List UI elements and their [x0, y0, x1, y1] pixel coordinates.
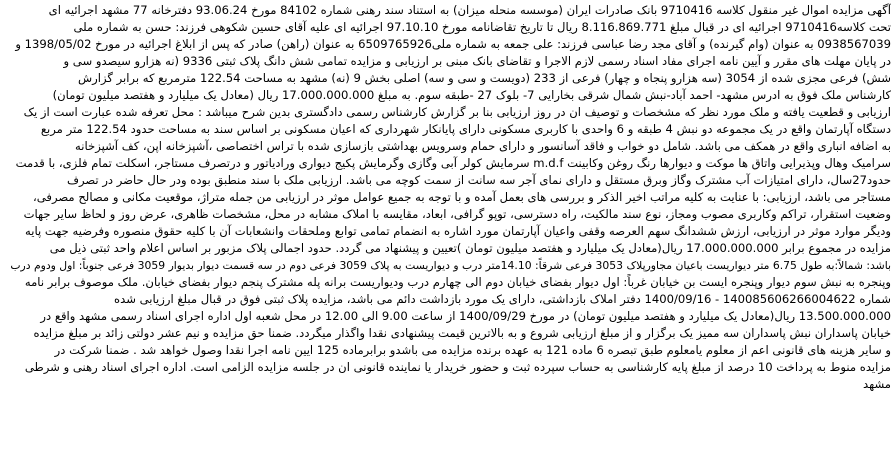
notice-line-1: آگهی مزایده اموال غیر منقول کلاسه 9710416 بانک صادرات ایران (موسسه منحله میزان) به استناد سند رهنی شماره 84102 مورخ 93.06.24 دفترخانه 77 مشهد اجرائیه ای: [48, 3, 891, 17]
auction-notice-body: [4, 2, 891, 469]
notice-line-23: مشهد: [863, 377, 891, 391]
notice-line-5: شش) فرعی مجزی شده از 3054 (سه هزارو پنجاه و چهار) فرعی از 233 (دویست و سی و سه) اصلی بخش 9 (نه) مشهد به مساحت 122.54 مترمربع که برابر گزارش: [78, 71, 891, 85]
notice-line-4: در پایان مهلت های مقرر و آیین نامه اجرای مفاد اسناد رسمی لازم الاجرا و تقاضای بانک مبنی بر ارزیابی و مزایده تمامی شش دانگ پلاک ثبتی 9336 (نه هزارو سیصدو سی و: [63, 54, 891, 68]
notice-line-20: خیابان پاسداران نبش پاسداران سه ممیز یک برگزار و از مبلغ ارزیابی شروع و به بالاترین قیمت پیشنهادی نقدا واگذار میگردد. ضمنا حق مزایده و نیم عشر دولتی زائد بر مبلغ مزایده: [33, 326, 891, 340]
notice-line-6: کارشناس ملک فوق به ادرس مشهد- احمد آباد-نبش شمال شرقی بخارایی 7- بلوک 27 -طبقه سوم. به مبلغ 17.000.000.000 ریال (معادل یک میلیارد و هفتصد میلیون تومان): [52, 88, 891, 102]
notice-line-9: به اضافه انباری واقع در همکف می باشد. شامل دو خواب و فاقد آسانسور و دارای حمام وسرویس بهداشتی بازسازی شده با تراس اختصاصی ،آشپزخانه اپن، کف آشپزخانه: [75, 139, 891, 153]
notice-line-15: مزایده در مجموع برابر 17.000.000.000 ریال(معادل یک میلیارد و هفتصد میلیون تومان )تعیین و پیشنهاد می گردد. حدود اجمالی پلاک مزبور بر اساس اعلام واحد ثبتی ذیل می: [49, 241, 891, 255]
notice-line-2: تحت کلاسه9710416 اجرائیه ای در قبال مبلغ 8.116.869.771 ریال تا تاریخ تقاضانامه مورخ 97.10.10 اجرائیه ای علیه آقای حسین شکوهی فرزند: حسن به شماره ملی: [73, 20, 891, 34]
notice-line-8: دستگاه آپارتمان واقع در یک مجموعه دو نبش 4 طبقه و 6 واحدی با کاربری مسکونی دارای پایانکار شهرداری که اعیان مسکونی بر اساس سند به مساحت حدود 122.54 متر مربع: [40, 122, 891, 136]
notice-line-14: ودیگر موارد موثر در ارزیابی، ارزش ششدانگ سهم العرصه وقفی واعیان آپارتمان مورد اشاره به انضمام تمامی توابع وملحقات وانشعابات آن با کلیه حقوق منصوره وفرضیه جهت پایه: [25, 224, 891, 238]
notice-line-18: شماره 140085606266004622 - 1400/09/16 دفتر املاک بازداشتی، دارای یک مورد بازداشت دائم می باشد، مزایده پلاک ثبتی فوق در قبال مبلغ ارزیابی شده: [114, 292, 891, 306]
notice-line-13: وضعیت استقرار، تراکم وکاربری مصوب ومجاز، نوع سند مالکیت، راه دسترسی، توپو گرافی، ابعاد، مقایسه با املاک مشابه در محل، مشخصات ظاهری، عرض روز و لحاظ سایر جهات: [23, 207, 891, 221]
notice-line-21: و سایر هزینه های قانونی اعم از معلوم یامعلوم طبق تبصره 6 ماده 121 به عهده برنده مزایده می باشدو برابرماده 125 ایین نامه اجرا نقدا وصول خواهد شد . ضمنا شرکت در: [54, 343, 891, 357]
notice-line-3: 0938567039 به عنوان (وام گیرنده) و آقای مجد رضا عباسی فرزند: علی جمعه به شماره ملی6509765926 به عنوان (راهن) صادر که پس از ابلاغ اجرائیه در مورخ 1398/05/02 و: [15, 37, 891, 51]
notice-line-19: 13.500.000.000 ریال(معادل یک میلیارد و هفتصد میلیون تومان) در مورخ 1400/09/29 از ساعت 9.00 الی 12.00 در محل شعبه اول اداره اجرای اسناد رسمی مشهد واقع در: [40, 309, 891, 323]
notice-line-22: مزایده منوط به پرداخت 10 درصد از مبلغ پایه کارشناسی به حساب سپرده ثبت و حضور خریدار یا نماینده قانونی ان در جلسه مزایده الزامی است. اداره اجرای اسناد رهنی و شرطی: [24, 360, 891, 374]
notice-line-16: باشد: شمالاً:به طول 6.75 متر دیواریست باعیان مجاورپلاک 3053 فرعی شرقاً: 14.10متر درب و دیواریست به پلاک 3059 فرعی دوم در سه قسمت دیوار بدیوار 3059 فرعی جنوباً: اول ودوم درب: [10, 259, 891, 272]
notice-line-7: ارزیابی و قطعیت یافته و ملک مورد نظر که مشخصات و توصیف ان در روز ارزیابی بنا بر گزارش کارشناس رسمی دادگستری بدین شرح میباشد : محل تعرفه شده عبارت است از یک: [23, 105, 891, 119]
notice-line-17: وپنجره به نبش سوم دیوار وپنجره ایست بن خیابان غرباً: اول دیوار بفضای خیابان دوم الی چهارم درب ودیواریست برانه پله مشترک پنجم دیوار بفضای خیابان. ملک موصوف برابر نامه: [24, 275, 891, 289]
notice-line-10: سرامیک وهال وپذیرایی واتاق ها موکت و دیوارها رنگ روغن وکابینت m.d.f سرمایش کولر آبی وگازی وگرمایش پکیج دیواری ورادیاتور و درتصرف مستاجر، اسکلت تمام فلزی، با قدمت: [15, 156, 891, 170]
notice-line-12: مستاجر می باشد، ارزیابی: با عنایت به کلیه مراتب اخیر الذکر و بررسی های بعمل آمده و با توجه به جمیع عوامل موثر در ارزیابی من جمله متراژ، موقعیت مکانی و مصالح مصرفی،: [33, 190, 891, 204]
notice-line-11: حدود27سال، دارای امتیازات آب مشترک وگاز وبرق مستقل و دارای نمای آجر سه سانت از سمت کوچه می باشد. ارزیابی ملک با سند منطبق بوده ودر حال حاضر در تصرف: [66, 173, 891, 187]
